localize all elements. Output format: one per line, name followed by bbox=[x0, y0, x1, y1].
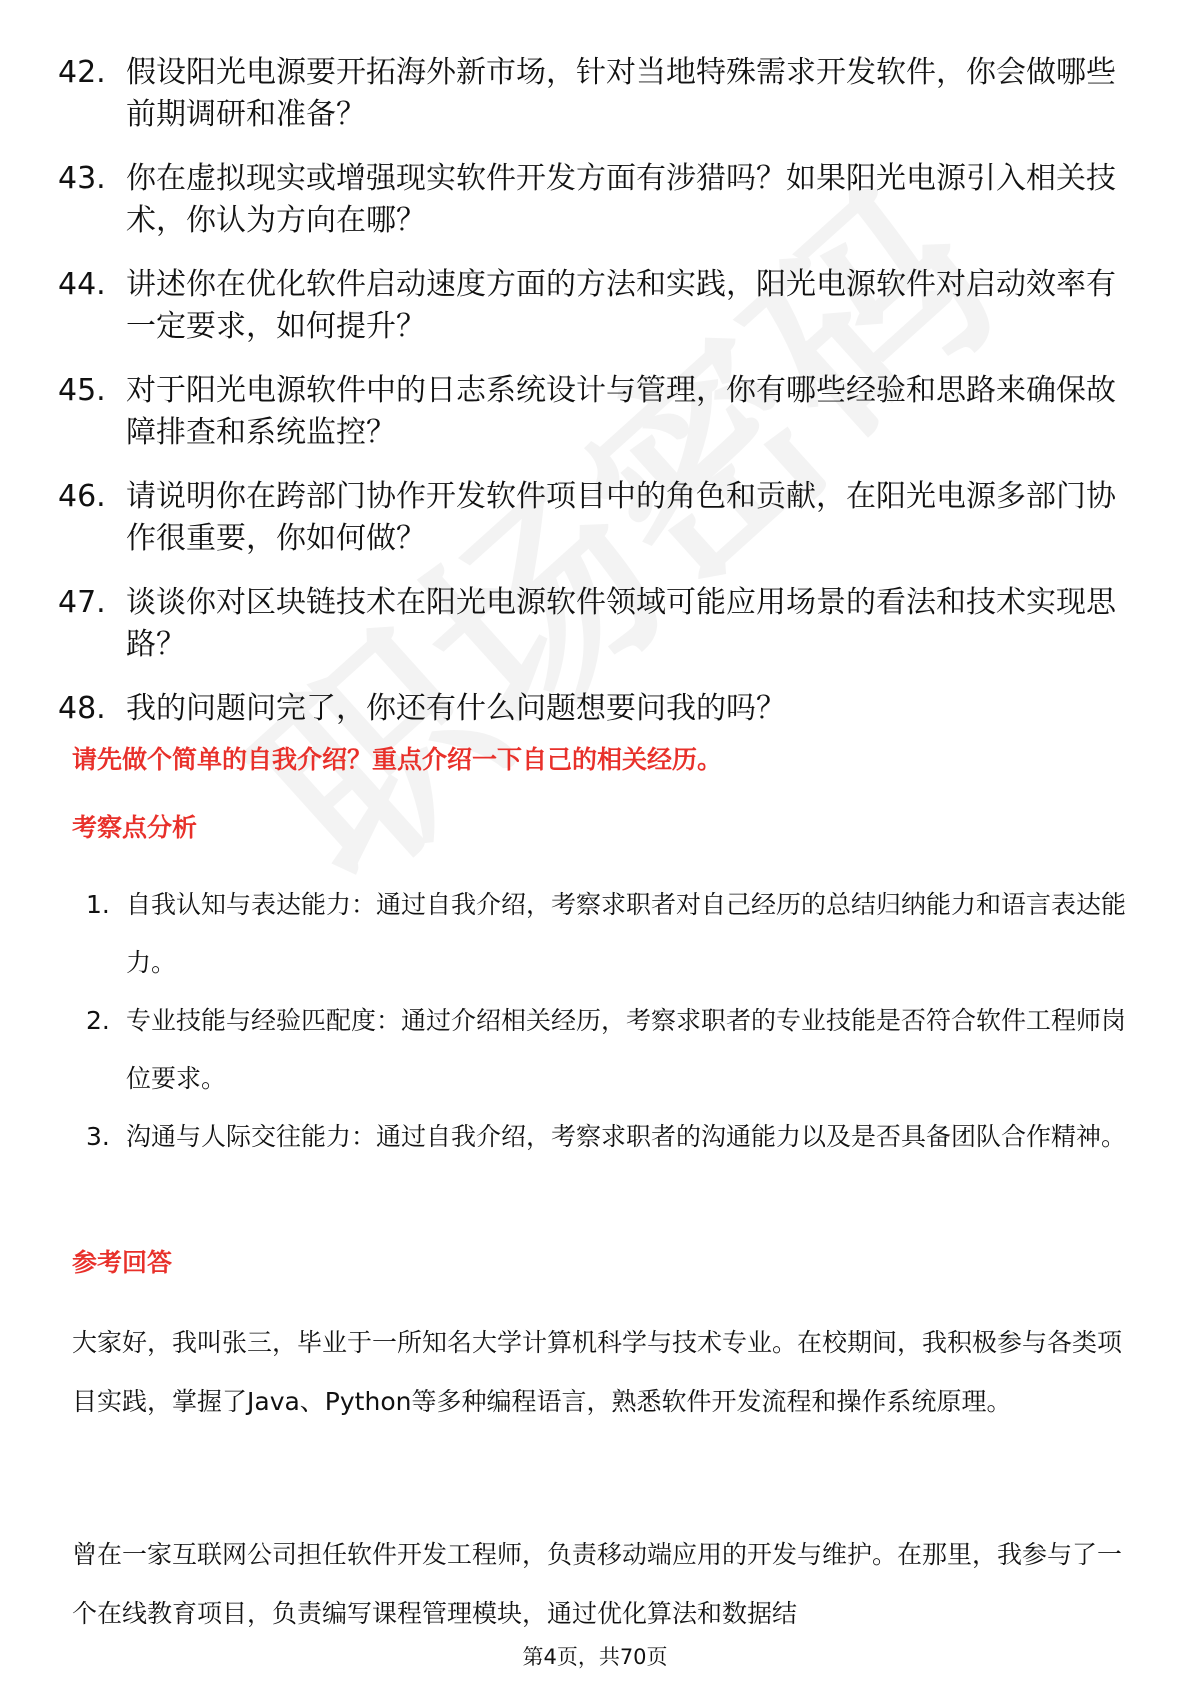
section-question-title: 请先做个简单的自我介绍？重点介绍一下自己的相关经历。 bbox=[72, 745, 723, 774]
question-number: 47. bbox=[58, 585, 106, 620]
question-number: 46. bbox=[58, 479, 106, 514]
analysis-item bbox=[72, 992, 1132, 1108]
question-text: 对于阳光电源软件中的日志系统设计与管理，你有哪些经验和思路来确保故障排查和系统监控？ bbox=[126, 373, 1116, 450]
question-text: 讲述你在优化软件启动速度方面的方法和实践，阳光电源软件对启动效率有一定要求，如何提升？ bbox=[126, 267, 1116, 344]
analysis-number: 3. bbox=[86, 1122, 110, 1151]
analysis-item bbox=[72, 876, 1132, 992]
question-number: 42. bbox=[58, 55, 106, 90]
question-number: 43. bbox=[58, 161, 106, 196]
analysis-text: 专业技能与经验匹配度：通过介绍相关经历，考察求职者的专业技能是否符合软件工程师岗位要求。 bbox=[126, 1006, 1127, 1093]
question-number: 48. bbox=[58, 691, 106, 726]
question-item bbox=[58, 264, 1138, 348]
answer-paragraph: 曾在一家互联网公司担任软件开发工程师，负责移动端应用的开发与维护。在那里，我参与了一个在线教育项目，负责编写课程管理模块，通过优化算法和数据结 bbox=[72, 1540, 1123, 1628]
question-item bbox=[58, 52, 1138, 136]
question-text: 我的问题问完了，你还有什么问题想要问我的吗？ bbox=[126, 691, 786, 726]
question-item bbox=[58, 158, 1138, 242]
answer-heading: 参考回答 bbox=[72, 1248, 173, 1277]
question-text: 你在虚拟现实或增强现实软件开发方面有涉猎吗？如果阳光电源引入相关技术，你认为方向在哪？ bbox=[126, 161, 1116, 238]
question-number: 44. bbox=[58, 267, 106, 302]
analysis-text: 自我认知与表达能力：通过自我介绍，考察求职者对自己经历的总结归纳能力和语言表达能力。 bbox=[126, 890, 1127, 977]
analysis-list bbox=[72, 876, 1132, 1166]
analysis-number: 1. bbox=[86, 890, 110, 919]
question-item bbox=[58, 582, 1138, 666]
analysis-heading: 考察点分析 bbox=[72, 813, 198, 842]
question-text: 假设阳光电源要开拓海外新市场，针对当地特殊需求开发软件，你会做哪些前期调研和准备？ bbox=[126, 55, 1116, 132]
page-footer: 第4页，共70页 bbox=[522, 1645, 668, 1669]
question-text: 请说明你在跨部门协作开发软件项目中的角色和贡献，在阳光电源多部门协作很重要，你如何做？ bbox=[126, 479, 1116, 556]
analysis-number: 2. bbox=[86, 1006, 110, 1035]
answer-paragraph: 大家好，我叫张三，毕业于一所知名大学计算机科学与技术专业。在校期间，我积极参与各类项目实践，掌握了Java、Python等多种编程语言，熟悉软件开发流程和操作系统原理。 bbox=[72, 1328, 1123, 1416]
question-list bbox=[58, 52, 1138, 752]
question-item bbox=[58, 476, 1138, 560]
analysis-text: 沟通与人际交往能力：通过自我介绍，考察求职者的沟通能力以及是否具备团队合作精神。 bbox=[126, 1122, 1127, 1151]
question-number: 45. bbox=[58, 373, 106, 408]
question-text: 谈谈你对区块链技术在阳光电源软件领域可能应用场景的看法和技术实现思路？ bbox=[126, 585, 1116, 662]
question-item bbox=[58, 688, 1138, 730]
analysis-item bbox=[72, 1108, 1132, 1166]
question-item bbox=[58, 370, 1138, 454]
